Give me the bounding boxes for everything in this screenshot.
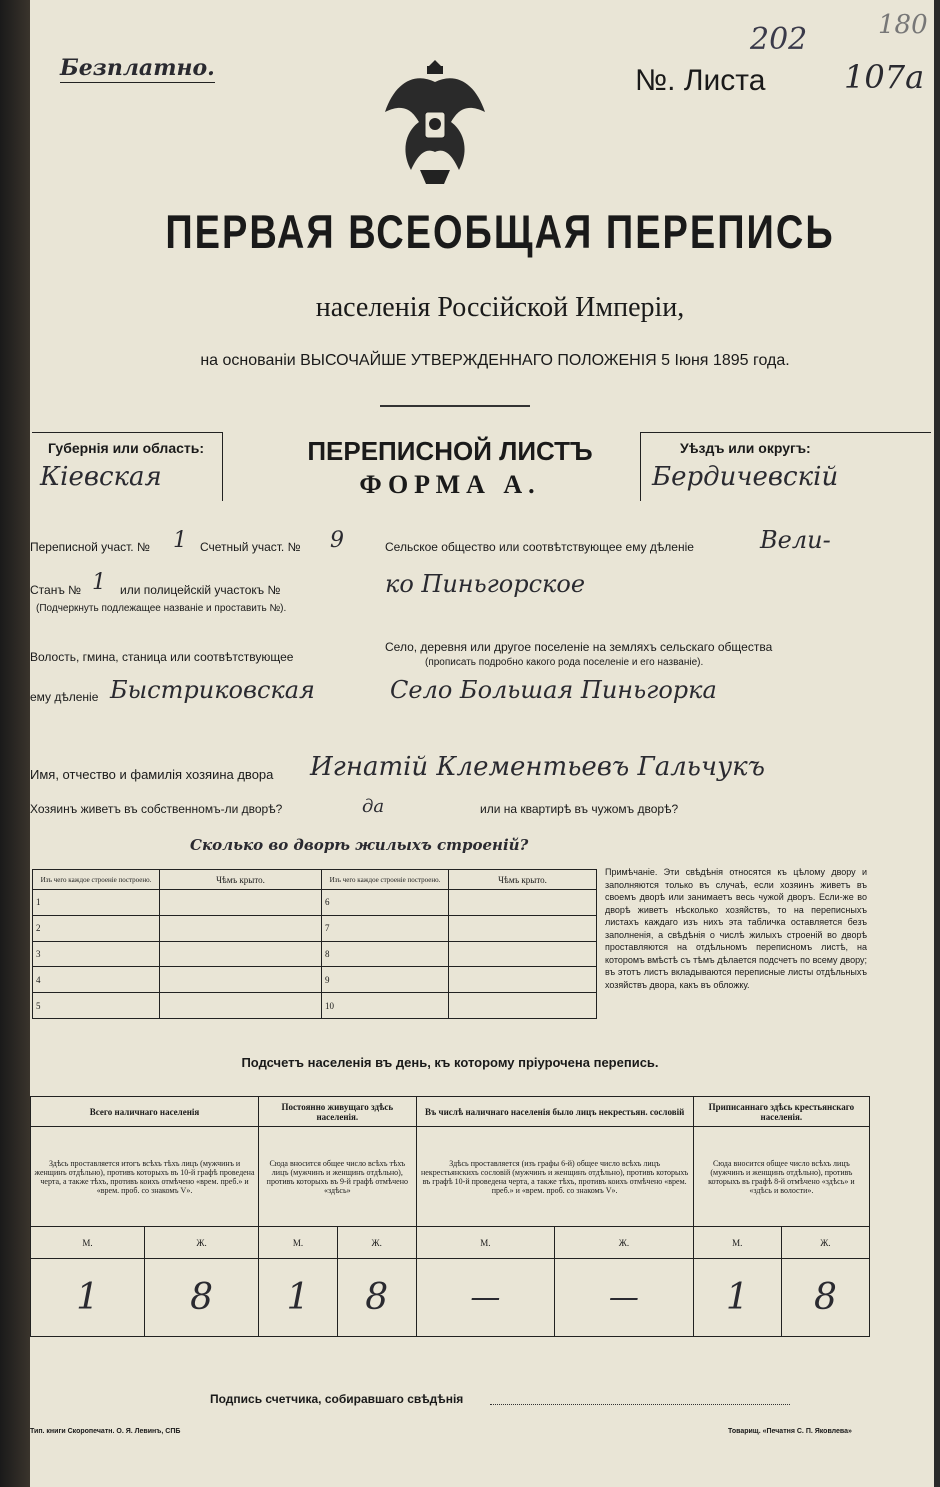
col-material-left: Изъ чего каждое строеніе построено. — [33, 870, 160, 890]
building-row-number: 3 — [33, 941, 160, 967]
group-head-non-peasant: Въ числѣ наличнаго населенія было лицъ некрестьян. сословій — [416, 1097, 693, 1127]
male-header: М. — [31, 1227, 145, 1259]
group-desc-non-peasant: Здѣсь проставляется (изъ графы 6-й) общее число всѣхъ лицъ некрестьянскихъ сословій (мужчинъ и женщинъ отдѣльно), противъ которыхъ въ графѣ 10-й проведена черта, а также тѣхъ, противъ коихъ отмѣчено «врем. преб.» и «врем. проб. со знакомъ V». — [416, 1127, 693, 1227]
district-label: Уѣздъ или округъ: — [680, 440, 811, 456]
population-table — [30, 1096, 870, 1337]
census-area-value: 1 — [173, 528, 187, 553]
col-material-right: Изъ чего каждое строеніе построено. — [322, 870, 449, 890]
village-note: (прописать подробно какого рода поселеніе и его названіе). — [425, 657, 704, 668]
non-peasant-female-count: — — [555, 1259, 694, 1337]
count-area-value: 9 — [330, 528, 344, 553]
double-headed-eagle-emblem — [375, 52, 495, 192]
building-row-number: 5 — [33, 993, 160, 1019]
total-male-count: 1 — [31, 1259, 145, 1337]
volost-label-2: ему дѣленіе — [30, 690, 99, 704]
male-header: М. — [259, 1227, 338, 1259]
group-head-peasant: Приписаннаго здѣсь крестьянскаго населенія. — [693, 1097, 869, 1127]
group-desc-peasant: Сюда вносится общее число всѣхъ лицъ (мужчинъ и женщинъ отдѣльно), противъ которыхъ въ графѣ 8-й отмѣчено «здѣсь» и «здѣсь и волости». — [693, 1127, 869, 1227]
non-peasant-male-count: — — [416, 1259, 555, 1337]
male-header: М. — [416, 1227, 555, 1259]
building-row-number: 4 — [33, 967, 160, 993]
col-roof-left: Чѣмъ крыто. — [160, 870, 322, 890]
population-title: Подсчетъ населенія въ день, къ которому пріурочена перепись. — [241, 1055, 659, 1070]
female-header: Ж. — [337, 1227, 416, 1259]
group-head-permanent: Постоянно живущаго здѣсь населенія. — [259, 1097, 416, 1127]
building-row-number: 9 — [322, 967, 449, 993]
rented-label: или на квартирѣ въ чужомъ дворѣ? — [480, 802, 679, 816]
buildings-label: Сколько во дворѣ жилыхъ строеній? — [190, 836, 529, 854]
scan-dark-edge — [0, 0, 30, 1487]
village-label: Село, деревня или другое поселеніе на земляхъ сельскаго общества — [385, 640, 773, 654]
female-header: Ж. — [145, 1227, 259, 1259]
printer-right: Товарищ. «Печатня С. П. Яковлева» — [728, 1428, 852, 1435]
peasant-female-count: 8 — [781, 1259, 869, 1337]
society-label: Сельское общество или соотвѣтствующее ему дѣленіе — [385, 540, 694, 554]
total-female-count: 8 — [145, 1259, 259, 1337]
permanent-male-count: 1 — [259, 1259, 338, 1337]
main-title: ПЕРВАЯ ВСЕОБЩАЯ ПЕРЕПИСЬ — [165, 206, 835, 260]
owner-label: Имя, отчество и фамилія хозяина двора — [30, 767, 274, 782]
buildings-note: Примѣчаніе. Эти свѣдѣнія относятся къ цѣлому двору и заполняются только въ случаѣ, если хозяинъ живетъ въ своемъ дворѣ или занимаетъ весь чужой дворъ. Если-же во дворѣ живетъ нѣсколько хозяйствъ, то на переписныхъ листахъ каждаго изъ нихъ эта табличка оставляется безъ заполненія, а свѣдѣнія о числѣ жилыхъ строеній во дворѣ проставляются на отдѣльномъ переписномъ листѣ, на которомъ вмѣстѣ съ тѣмъ дѣлается подсчетъ по всему двору; въ этотъ листъ вкладываются переписные листы отдѣльныхъ хозяйствъ двора, какъ въ обложку. — [605, 867, 867, 990]
group-desc-total: Здѣсь проставляется итогъ всѣхъ тѣхъ лицъ (мужчинъ и женщинъ отдѣльно), противъ которыхъ въ 10-й графѣ проведена черта, а также тѣхъ, противъ коихъ отмѣчено «врем. преб.» и «врем. проб. со знакомъ V». — [31, 1127, 259, 1227]
printer-left: Тип. книги Скоропечатн. О. Я. Левинъ, СПБ — [30, 1428, 181, 1435]
corner-number-2: 180 — [878, 10, 928, 40]
society-value-2: ко Пиньгорское — [385, 570, 586, 598]
building-row-number: 8 — [322, 941, 449, 967]
male-header: М. — [693, 1227, 781, 1259]
building-row-number: 2 — [33, 915, 160, 941]
building-row-number: 6 — [322, 890, 449, 916]
building-row-number: 7 — [322, 915, 449, 941]
ornament-divider — [380, 405, 530, 407]
own-yard-value: да — [362, 796, 385, 817]
signature-label: Подпись счетчика, собиравшаго свѣдѣнія — [210, 1392, 464, 1406]
village-value: Село Большая Пиньгорка — [390, 676, 717, 704]
corner-number-1: 202 — [750, 22, 808, 57]
sheet-number-label: №. Листа — [635, 64, 766, 97]
building-row-number: 10 — [322, 993, 449, 1019]
free-label: Безплатно. — [60, 55, 215, 81]
group-desc-permanent: Сюда вносится общее число всѣхъ тѣхъ лицъ (мужчинъ и женщинъ отдѣльно), противъ которыхъ въ 9-й графѣ отмѣчено «здѣсь» — [259, 1127, 416, 1227]
province-value: Кіевская — [40, 462, 162, 492]
form-letter: ФОРМА А. — [359, 470, 541, 499]
female-header: Ж. — [781, 1227, 869, 1259]
stan-label: Станъ № — [30, 583, 82, 597]
police-area-label: или полицейскій участокъ № — [120, 583, 281, 597]
basis-line: на основаніи ВЫСОЧАЙШЕ УТВЕРЖДЕННАГО ПОЛОЖЕНІЯ 5 Іюня 1895 года. — [200, 352, 790, 369]
stan-note: (Подчеркнуть подлежащее названіе и проставить №). — [36, 603, 287, 614]
society-value: Вели- — [760, 526, 831, 554]
census-form-page — [30, 0, 934, 1487]
owner-value: Игнатій Клементьевъ Гальчукъ — [310, 752, 766, 782]
buildings-table — [32, 869, 597, 1019]
stan-value: 1 — [92, 570, 106, 595]
volost-value: Быстриковская — [110, 676, 315, 704]
building-row-number: 1 — [33, 890, 160, 916]
form-title: ПЕРЕПИСНОЙ ЛИСТЪ — [307, 436, 593, 466]
sheet-number-value: 107а — [844, 58, 925, 96]
free-underline — [60, 82, 215, 83]
province-label: Губернія или область: — [48, 440, 205, 456]
signature-line — [490, 1404, 790, 1405]
volost-label: Волость, гмина, станица или соотвѣтствующее — [30, 650, 294, 664]
district-value: Бердичевскій — [652, 462, 839, 492]
census-area-label: Переписной участ. № — [30, 540, 150, 554]
col-roof-right: Чѣмъ крыто. — [449, 870, 597, 890]
count-area-label: Счетный участ. № — [200, 540, 301, 554]
female-header: Ж. — [555, 1227, 694, 1259]
subtitle: населенія Россійской Имперіи, — [315, 292, 685, 323]
own-yard-label: Хозяинъ живетъ въ собственномъ-ли дворѣ? — [30, 802, 283, 816]
peasant-male-count: 1 — [693, 1259, 781, 1337]
permanent-female-count: 8 — [337, 1259, 416, 1337]
group-head-total: Всего наличнаго населенія — [31, 1097, 259, 1127]
